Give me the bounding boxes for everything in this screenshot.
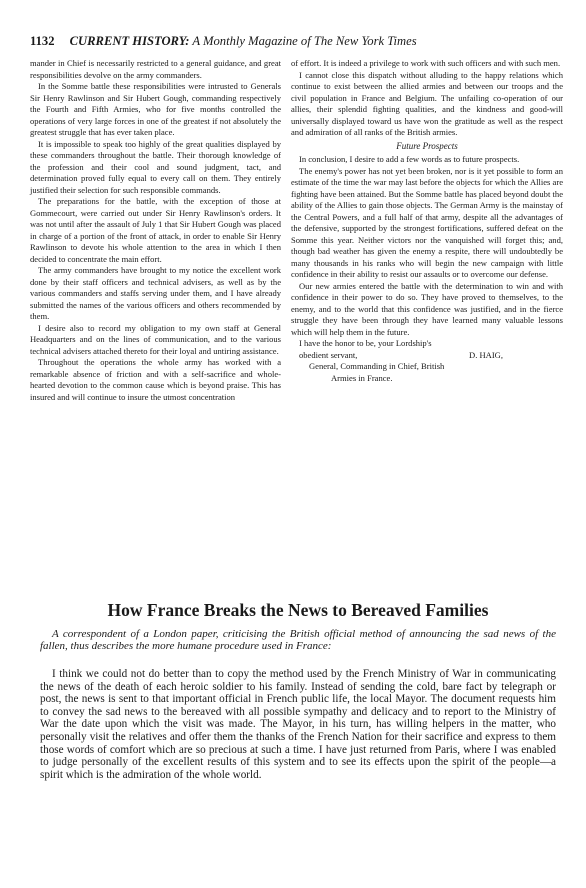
section-subheading: Future Prospects (396, 140, 458, 151)
paragraph: Our new armies entered the battle with the determination to win and with confidence in their power to do so. They have proved to themselves, to the enemy, and to the world that this confidence was justified, and in the fierce struggle they have been through they have learned many valuable lessons which will help them in the future. (291, 280, 563, 337)
article-body: I think we could not do better than to copy the method used by the French Ministry of War in communicating the news of the death of each heroic soldier to his family. Instead of sending the cold, bare fact by telegraph or post, the news is sent to that important official in French public life, the local Mayor. The document requests him to convey the sad news to the bereaved with all possible sympathy and delicacy and to report to the Ministry of War the date upon which the visit was made. The Mayor, in his turn, has willing helpers in the matter, who personally visit the relatives and offer them the thanks of the French Nation for their sacrifice and express to them those words of comfort which are so precious at such a time. I have just returned from Paris, where I was enabled to judge personally of the excellent results of this system and to see its effects upon the spirit of the people—a spirit which is the admiration of the whole world. (40, 668, 556, 781)
paragraph: of effort. It is indeed a privilege to work with such officers and with such men. (291, 58, 561, 68)
paragraph: It is impossible to speak too highly of the great qualities displayed by these commanders throughout the battle. Their thorough knowledge of the profession and their cool and sound judgment, tact, and determination proved fully equal to every call on them. They entirely justified their selection for such responsible commands. (30, 138, 281, 195)
publication-subtitle: A Monthly Magazine of The New York Times (192, 34, 417, 48)
paragraph: mander in Chief is necessarily restricted to a general guidance, and great responsibilities devolve on the army commanders. (30, 58, 281, 80)
paragraph: In conclusion, I desire to add a few words as to future prospects. (299, 154, 520, 164)
right-column (291, 58, 563, 384)
running-title (70, 34, 417, 48)
left-column (30, 58, 281, 403)
paragraph: In the Somme battle these responsibilities were intrusted to Generals Sir Henry Rawlinson and Sir Hubert Gough, commanding respectively the Fourth and Fifth Armies, who for five months controlled the operations of very large forces in one of the greatest if not absolutely the greatest struggle that has ever taken place. (30, 81, 281, 137)
article-title: How France Breaks the News to Bereaved Families (107, 600, 489, 620)
paragraph: The army commanders have brought to my notice the excellent work done by their staff officers and technical advisers, as well as by the various commanders and staffs serving under them, and I have already submitted the names of the various officers and others recommended by them. (30, 265, 281, 321)
article-intro: A correspondent of a London paper, criticising the British official method of announcing the sad news of the fallen, thus describes the more humane procedure used in France: (40, 628, 556, 653)
paragraph: The enemy's power has not yet been broken, nor is it yet possible to form an estimate of the time the war may last before the objects for which the Allies are fighting have been attained. But the Somme battle has placed beyond doubt the ability of the Allies to gain those objects. The German Army is the mainstay of the Central Powers, and a full half of that army, despite all the advantages of the defensive, supported by the strongest fortifications, suffered defeat on the Somme this year. Neither victors nor the vanquished will forget this; and, though bad weather has given the enemy a respite, there will undoubtedly be many thousands in his ranks who will begin the new campaign with little confidence in their ability to resist our assaults or to overcome our defense. (291, 165, 563, 279)
signatory-title-cont: Armies in France. (331, 372, 393, 383)
signature-line (291, 350, 563, 362)
paragraph: I desire also to record my obligation to my own staff at General Headquarters and on the lines of communication, and to the various technical advisers attached thereto for their loyal and untiring assistance. (30, 322, 281, 356)
closing-line: I have the honor to be, your Lordship's (299, 338, 432, 348)
paragraph: Throughout the operations the whole army has worked with a remarkable absence of friction and with a self-sacrifice and whole-hearted devotion to the common cause which is beyond praise. This has insured and will continue to insure the utmost concentration (30, 357, 281, 402)
page-number: 1132 (30, 34, 55, 48)
signature: D. HAIG, (469, 349, 503, 360)
paragraph: The preparations for the battle, with the exception of those at Gommecourt, were carried out under Sir Henry Rawlinson's orders. It was not until after the assault of July 1 that Sir Hubert Gough was placed in charge of a portion of the front of attack, in order to enable Sir Henry Rawlinson to devote his whole attention to the area in which I then decided to concentrate the main effort. (30, 196, 281, 264)
closing-phrase: obedient servant, (299, 349, 358, 360)
page-header (30, 34, 568, 49)
publication-name: CURRENT HISTORY: (69, 34, 190, 48)
signatory-title: General, Commanding in Chief, British (309, 361, 445, 371)
paragraph: I cannot close this dispatch without alluding to the happy relations which continue to exist between the allied armies and between our troops and the civil population in France and Belgium. The unfailing co-operation of our allies, their splendid fighting qualities, and the kindness and good-will universally displayed toward us have won the gratitude as well as the respect and admiration of all ranks of the British armies. (291, 69, 563, 137)
